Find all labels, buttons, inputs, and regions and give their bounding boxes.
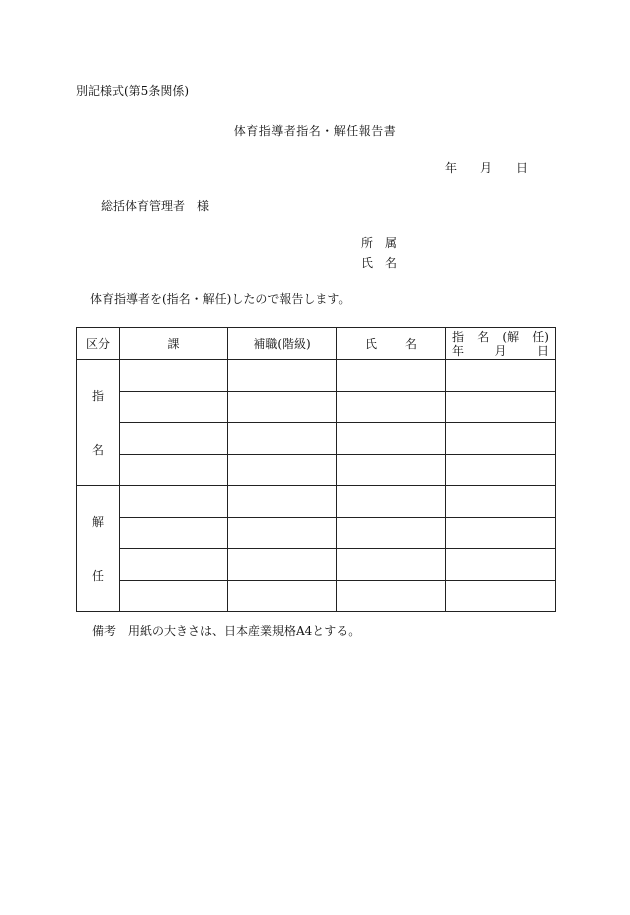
cell-shimei[interactable]: [337, 360, 446, 392]
cell-ka[interactable]: [120, 580, 228, 612]
cell-shimei[interactable]: [337, 423, 446, 455]
cell-shimei[interactable]: [337, 454, 446, 486]
addressee: 総括体育管理者 様: [101, 199, 210, 213]
cell-date[interactable]: [446, 391, 556, 423]
table-header-row: [77, 328, 556, 360]
cell-ka[interactable]: [120, 454, 228, 486]
header-kubun: 区分: [77, 328, 120, 360]
cell-shimei[interactable]: [337, 549, 446, 581]
cell-shimei[interactable]: [337, 517, 446, 549]
cell-hoshoku[interactable]: [228, 517, 337, 549]
table-row: [77, 423, 556, 455]
document-title: 体育指導者指名・解任報告書: [233, 124, 397, 138]
cell-hoshoku[interactable]: [228, 360, 337, 392]
form-label: 別記様式(第5条関係): [76, 84, 189, 98]
header-date-line2: 年 月 日: [452, 343, 549, 358]
cell-date[interactable]: [446, 549, 556, 581]
cell-date[interactable]: [446, 486, 556, 518]
group-char: 解: [91, 514, 104, 529]
cell-date[interactable]: [446, 454, 556, 486]
header-date-line1: 指 名 (解 任): [452, 329, 549, 344]
header-date: [446, 328, 556, 360]
cell-date[interactable]: [446, 517, 556, 549]
cell-date[interactable]: [446, 580, 556, 612]
name-label: 氏 名: [361, 256, 398, 270]
cell-ka[interactable]: [120, 517, 228, 549]
cell-ka[interactable]: [120, 391, 228, 423]
group-char: 名: [91, 442, 104, 457]
cell-hoshoku[interactable]: [228, 580, 337, 612]
report-statement: 体育指導者を(指名・解任)したので報告します。: [90, 292, 351, 306]
date-year-label: 年: [445, 161, 458, 175]
group-appointment: [77, 360, 120, 486]
cell-date[interactable]: [446, 360, 556, 392]
report-table: [76, 327, 556, 612]
cell-shimei[interactable]: [337, 486, 446, 518]
cell-hoshoku[interactable]: [228, 549, 337, 581]
cell-ka[interactable]: [120, 423, 228, 455]
header-hoshoku: 補職(階級): [228, 328, 337, 360]
group-char: 指: [91, 388, 104, 403]
table-row: [77, 580, 556, 612]
header-shimei-a: 氏: [365, 337, 378, 351]
header-shimei-b: 名: [404, 337, 417, 351]
table-row: [77, 517, 556, 549]
cell-ka[interactable]: [120, 360, 228, 392]
table-row: [77, 549, 556, 581]
cell-shimei[interactable]: [337, 391, 446, 423]
cell-hoshoku[interactable]: [228, 423, 337, 455]
cell-date[interactable]: [446, 423, 556, 455]
header-shimei: [337, 328, 446, 360]
cell-ka[interactable]: [120, 549, 228, 581]
table-row: [77, 454, 556, 486]
cell-hoshoku[interactable]: [228, 391, 337, 423]
header-ka: 課: [120, 328, 228, 360]
cell-hoshoku[interactable]: [228, 486, 337, 518]
table-row: [77, 391, 556, 423]
table-row: [77, 360, 556, 392]
table-row: [77, 486, 556, 518]
cell-shimei[interactable]: [337, 580, 446, 612]
date-month-label: 月: [480, 161, 493, 175]
group-char: 任: [91, 568, 104, 583]
group-dismissal: [77, 486, 120, 612]
date-day-label: 日: [516, 161, 529, 175]
cell-hoshoku[interactable]: [228, 454, 337, 486]
cell-ka[interactable]: [120, 486, 228, 518]
affiliation-label: 所 属: [361, 236, 398, 250]
note: 備考 用紙の大きさは、日本産業規格A4とする。: [92, 624, 361, 638]
